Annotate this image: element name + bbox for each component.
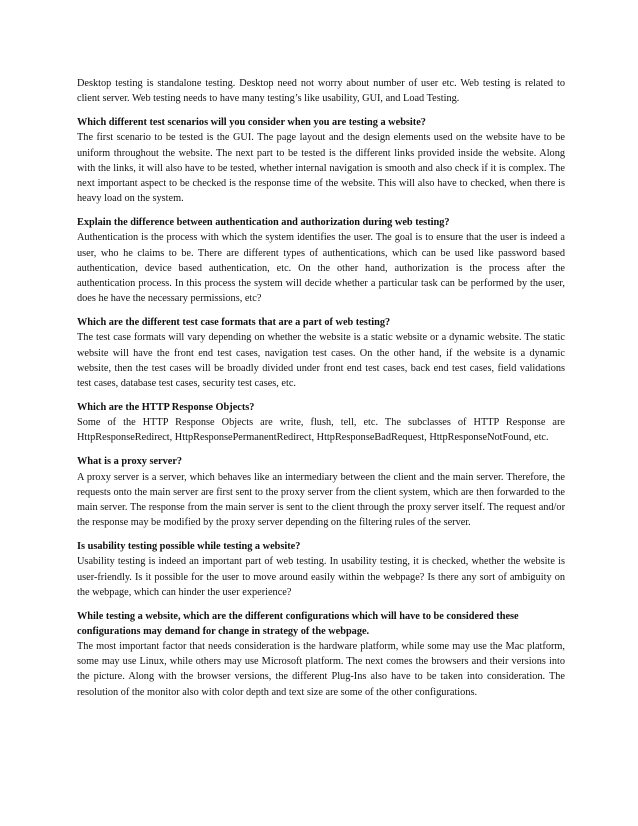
- qa-section-proxy-server: [77, 454, 565, 530]
- answer-paragraph: A proxy server is a server, which behaves like an intermediary between the client and the main server. Therefore, the requests onto the main server are first sent to the proxy server from the client system, which are then forwarded to the main server. The response from the main server is sent to the client through the proxy server itself. The request and/or the response may be modified by the proxy server depending on the filtering rules of the server.: [77, 471, 565, 529]
- qa-section-configurations: [77, 609, 565, 700]
- document-page: [77, 76, 565, 709]
- intro-paragraph: Desktop testing is standalone testing. Desktop need not worry about number of user etc. Web testing is related to client server. Web testing needs to have many testing’s like usability, GUI, and Load Testing.: [77, 78, 565, 105]
- answer-paragraph: The most important factor that needs consideration is the hardware platform, while some may use the Mac platform, some may use Linux, while others may use Microsoft platform. The next comes the browsers and their versions into the picture. Along with the browser versions, the different Plug-Ins also have to be taken into consideration. The resolution of the monitor also with color depth and text size are some of the other configurations.: [77, 641, 565, 698]
- answer-paragraph: The first scenario to be tested is the GUI. The page layout and the design elements used on the website have to be uniform throughout the website. The next part to be tested is the different links provided inside the website. Along with the links, it will also have to be tested, whether internal navigation is smooth and also check if it is complex. The next important aspect to be checked is the response time of the website. This will also have to checked, when there is heavy load on the system.: [77, 132, 565, 205]
- qa-section-test-scenarios: [77, 115, 565, 206]
- question-heading: Which are the different test case formats that are a part of web testing?: [77, 317, 391, 329]
- question-heading: What is a proxy server?: [77, 456, 183, 468]
- qa-section-usability: [77, 539, 565, 600]
- question-heading: Is usability testing possible while testing a website?: [77, 541, 301, 553]
- qa-section-authentication: [77, 215, 565, 306]
- answer-paragraph: The test case formats will vary depending on whether the website is a static website or a dynamic website. The static website will have the front end test cases, navigation test cases. On the other hand, if the website is a dynamic website, then the test cases will be broadly divided under front end test cases, back end test cases, field validations test cases, database test cases, security test cases, etc.: [77, 332, 565, 389]
- question-heading: Which are the HTTP Response Objects?: [77, 401, 255, 413]
- qa-section-test-case-formats: [77, 315, 565, 391]
- intro-section: [77, 76, 565, 106]
- answer-paragraph: Usability testing is indeed an important part of web testing. In usability testing, it is checked, whether the website is user-friendly. Is it possible for the user to move around easily within the webpage? Is there any sort of ambiguity on the webpage, which can hinder the user experience?: [77, 556, 565, 598]
- question-heading: Which different test scenarios will you consider when you are testing a website?: [77, 117, 426, 129]
- question-heading: While testing a website, which are the different configurations which will have to be considered these configurations may demand for change in strategy of the webpage.: [77, 610, 519, 637]
- qa-section-http-response: [77, 400, 565, 445]
- answer-paragraph: Authentication is the process with which the system identifies the user. The goal is to ensure that the user is indeed a user, who he claims to be. There are different types of authentications, which can be used like password based authentication, device based authentication, etc. On the other hand, authorization is the process after the authentication process. In this process the system will decide whether a particular task can be performed by the user, does he have the necessary permissions, etc?: [77, 232, 565, 305]
- question-heading: Explain the difference between authentication and authorization during web testing?: [77, 217, 450, 229]
- answer-paragraph: Some of the HTTP Response Objects are write, flush, tell, etc. The subclasses of HTTP Response are HttpResponseRedirect, HttpResponsePermanentRedirect, HttpResponseBadRequest, HttpResponseNotFound, etc.: [77, 417, 565, 444]
